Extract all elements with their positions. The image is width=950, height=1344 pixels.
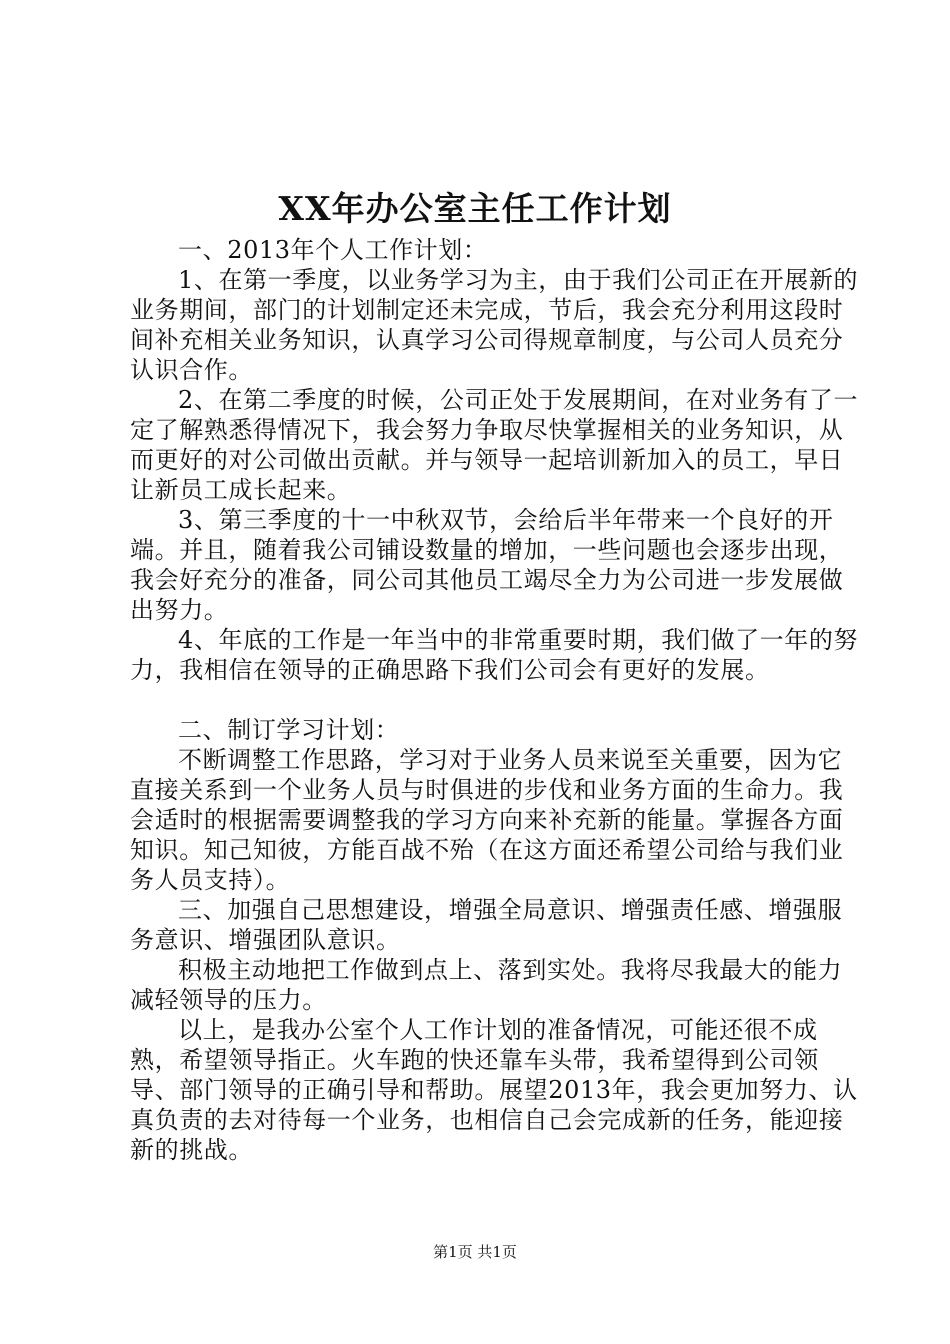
- paragraph-q2: 2、在第二季度的时候，公司正处于发展期间，在对业务有了一定了解熟悉得情况下，我会努力争取尽快掌握相关的业务知识，从而更好的对公司做出贡献。并与领导一起培训新加入的员工，早日让新员工成长起来。: [130, 386, 859, 504]
- paragraph-spacer: [130, 685, 860, 715]
- paragraph-conclusion: 以上，是我办公室个人工作计划的准备情况，可能还很不成熟，希望领导指正。火车跑的快还靠车头带，我希望得到公司领导、部门领导的正确引导和帮助。展望2013年，我会更加努力、认真负责的去对待每一个业务，也相信自己会完成新的任务，能迎接新的挑战。: [130, 1016, 858, 1164]
- section-heading-personal-plan: 一、2013年个人工作计划：: [178, 236, 488, 264]
- document-title: XX年办公室主任工作计划: [278, 189, 672, 228]
- paragraph-q1: 1、在第一季度，以业务学习为主，由于我们公司正在开展新的业务期间，部门的计划制定还未完成，节后，我会充分利用这段时间补充相关业务知识，认真学习公司得规章制度，与公司人员充分认识合作。: [130, 266, 859, 384]
- section-heading-thought-building: 三、加强自己思想建设，增强全局意识、增强责任感、增强服务意识、增强团队意识。: [130, 896, 843, 954]
- paragraph-initiative: 积极主动地把工作做到点上、落到实处。我将尽我最大的能力减轻领导的压力。: [130, 956, 843, 1014]
- paragraph-q4: 4、年底的工作是一年当中的非常重要时期，我们做了一年的努力，我相信在领导的正确思路下我们公司会有更好的发展。: [130, 626, 859, 684]
- page-number-footer: 第1页 共1页: [433, 1243, 517, 1261]
- document-body: [130, 235, 860, 1165]
- paragraph-q3: 3、第三季度的十一中秋双节，会给后半年带来一个良好的开端。并且，随着我公司铺设数量的增加，一些问题也会逐步出现，我会好充分的准备，同公司其他员工竭尽全力为公司进一步发展做出努力。: [130, 506, 844, 624]
- paragraph-study: 不断调整工作思路，学习对于业务人员来说至关重要，因为它直接关系到一个业务人员与时俱进的步伐和业务方面的生命力。我会适时的根据需要调整我的学习方向来补充新的能量。掌握各方面知识。知己知彼，方能百战不殆（在这方面还希望公司给与我们业务人员支持）。: [130, 746, 844, 894]
- section-heading-study-plan: 二、制订学习计划：: [178, 716, 400, 744]
